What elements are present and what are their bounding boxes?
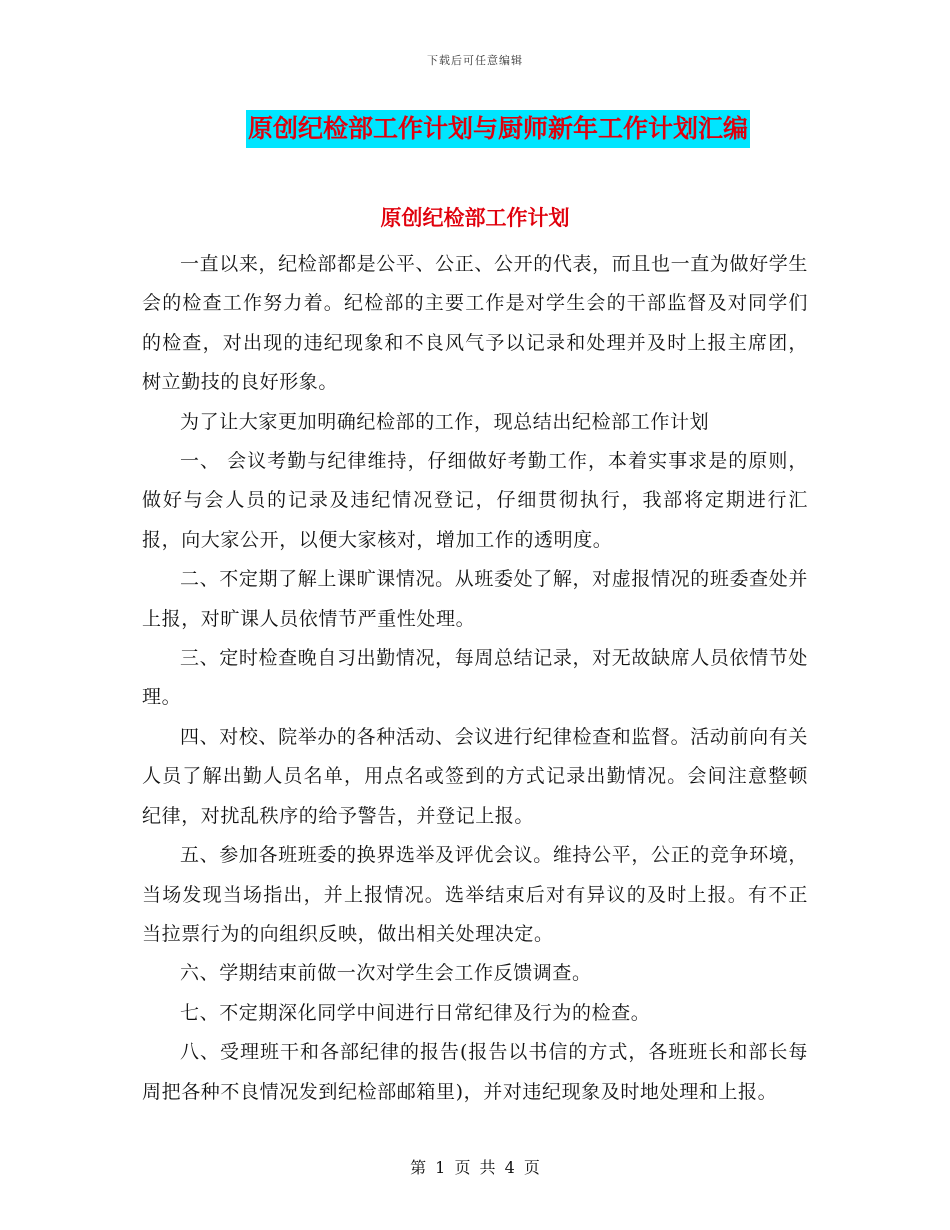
paragraph: 六、学期结束前做一次对学生会工作反馈调查。 (180, 962, 592, 985)
page-footer: 第 1 页 共 4 页 (410, 1158, 540, 1177)
paragraph: 二、不定期了解上课旷课情况。从班委处了解，对虚报情况的班委查处并上报，对旷课人员依情节严重性处理。 (142, 568, 808, 630)
header-note: 下载后可任意编辑 (427, 54, 523, 67)
paragraph: 三、定时检查晚自习出勤情况，每周总结记录，对无故缺席人员依情节处理。 (142, 647, 808, 709)
paragraph: 一直以来，纪检部都是公平、公正、公开的代表，而且也一直为做好学生会的检查工作努力着。纪检部的主要工作是对学生会的干部监督及对同学们的检查，对出现的违纪现象和不良风气予以记录和处理并及时上报主席团，树立勤技的良好形象。 (142, 253, 808, 394)
paragraph: 为了让大家更加明确纪检部的工作，现总结出纪检部工作计划 (180, 410, 710, 433)
paragraph: 一、 会议考勤与纪律维持，仔细做好考勤工作，本着实事求是的原则，做好与会人员的记录及违纪情况登记，仔细贯彻执行，我部将定期进行汇报，向大家公开，以便大家核对，增加工作的透明度。 (142, 450, 808, 551)
paragraph: 四、对校、院举办的各种活动、会议进行纪律检查和监督。活动前向有关人员了解出勤人员名单，用点名或签到的方式记录出勤情况。会间注意整顿纪律，对扰乱秩序的给予警告，并登记上报。 (142, 725, 808, 827)
document-body (142, 245, 808, 1112)
paragraph: 八、受理班干和各部纪律的报告(报告以书信的方式，各班班长和部长每周把各种不良情况发到纪检部邮箱里)，并对违纪现象及时地处理和上报。 (142, 1041, 808, 1103)
document-title-container (0, 110, 950, 148)
paragraph: 七、不定期深化同学中间进行日常纪律及行为的检查。 (180, 1001, 651, 1024)
document-title: 原创纪检部工作计划与厨师新年工作计划汇编 (246, 110, 750, 148)
section-title: 原创纪检部工作计划 (380, 205, 570, 230)
paragraph: 五、参加各班班委的换界选举及评优会议。维持公平，公正的竞争环境，当场发现当场指出，并上报情况。选举结束后对有异议的及时上报。有不正当拉票行为的向组织反映，做出相关处理决定。 (142, 844, 808, 945)
